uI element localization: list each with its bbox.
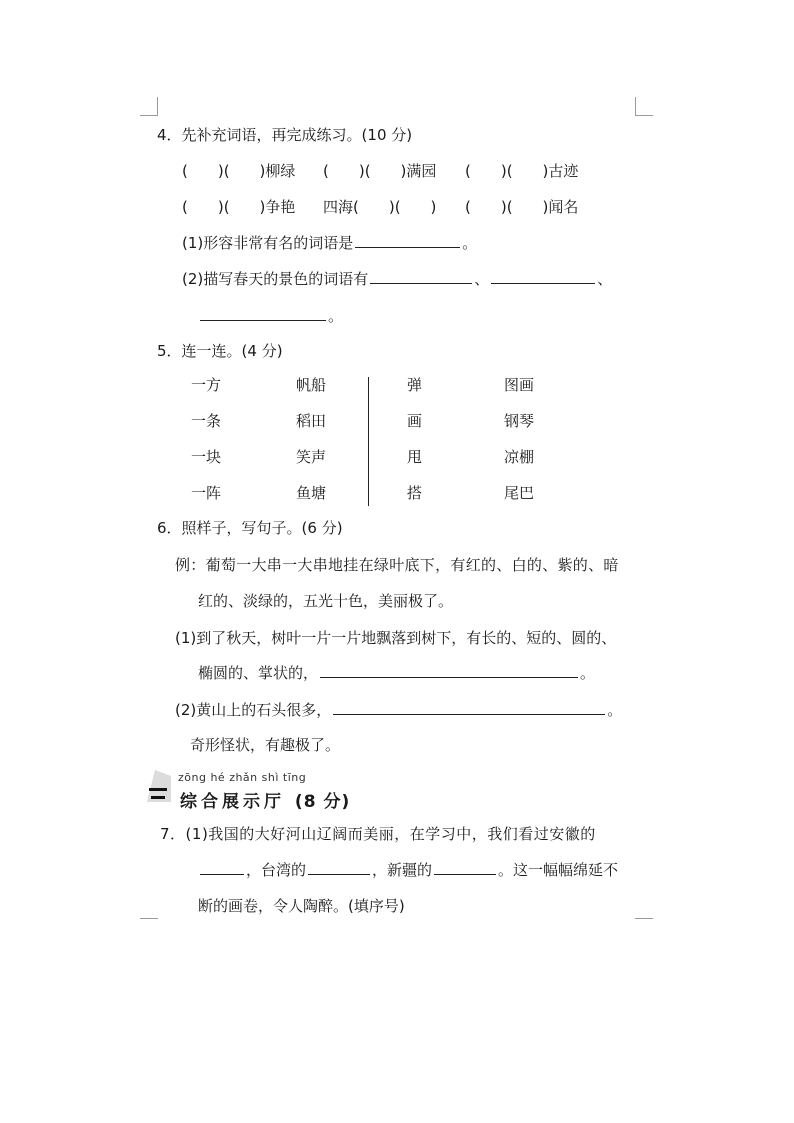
q6-s1-line1: (1)到了秋天，树叶一片一片地飘落到树下，有长的、短的、圆的、 [175, 629, 617, 647]
crop-mark-tr-h [635, 115, 653, 116]
q5-right-b-4[interactable]: 尾巴 [504, 484, 535, 502]
q5-right-a-2[interactable]: 画 [407, 412, 423, 430]
q4-end: 。 [328, 307, 344, 325]
section-pinyin: zōng hé zhǎn shì tīng [178, 771, 307, 784]
q5-left-b-2[interactable]: 稻田 [296, 412, 327, 430]
q4-word-4: ( )( )争艳 [182, 198, 296, 216]
crop-mark-br-h [635, 918, 653, 919]
q5-right-a-4[interactable]: 搭 [407, 484, 423, 502]
q7-line1: 7．(1)我国的大好河山辽阔而美丽，在学习中，我们看过安徽的 [160, 825, 596, 843]
q5-left-a-2[interactable]: 一条 [191, 412, 222, 430]
section-score: (8 分) [294, 792, 351, 812]
section-badge-icon [147, 770, 171, 802]
q6-s2-line2: 奇形怪状，有趣极了。 [190, 736, 341, 754]
answer-blank[interactable] [320, 676, 578, 678]
q4-sub1-end: 。 [462, 234, 478, 252]
q5-left-a-3[interactable]: 一块 [191, 448, 222, 466]
q4-sub1-text: (1)形容非常有名的词语是 [182, 234, 354, 252]
q7-line2-a: ，台湾的 [246, 861, 307, 879]
q4-sub2-text: (2)描写春天的景色的词语有 [182, 270, 369, 288]
q5-right-b-2[interactable]: 钢琴 [504, 412, 535, 430]
q4-word-2: ( )( )满园 [323, 162, 437, 180]
crop-mark-tl-v [157, 97, 158, 115]
crop-mark-tl-h [140, 115, 158, 116]
answer-blank[interactable] [434, 873, 496, 875]
answer-blank[interactable] [355, 246, 460, 248]
q6-s1-text: 椭圆的、掌状的， [198, 664, 319, 682]
q4-sep: 、 [597, 270, 613, 288]
q4-sub1 [182, 236, 477, 251]
q5-left-b-3[interactable]: 笑声 [296, 448, 327, 466]
q5-left-a-4[interactable]: 一阵 [191, 484, 222, 502]
q7-line2 [198, 863, 618, 878]
q5-right-b-3[interactable]: 凉棚 [504, 448, 535, 466]
q4-word-1: ( )( )柳绿 [182, 162, 296, 180]
q5-right-b-1[interactable]: 图画 [504, 376, 535, 394]
q5-right-a-3[interactable]: 甩 [407, 448, 423, 466]
q6-example-line1: 例：葡萄一大串一大串地挂在绿叶底下，有红的、白的、紫的、暗 [175, 556, 619, 574]
q4-sep: 、 [474, 270, 490, 288]
q5-left-a-1[interactable]: 一方 [191, 376, 222, 394]
answer-blank[interactable] [200, 873, 244, 875]
q7-line2-b: ，新疆的 [372, 861, 433, 879]
q4-word-6: ( )( )闻名 [465, 198, 579, 216]
q4-word-3: ( )( )古迹 [465, 162, 579, 180]
section-title-text: 综合展示厅 [180, 792, 285, 812]
q5-right-a-1[interactable]: 弹 [407, 376, 423, 394]
crop-mark-tr-v [635, 97, 636, 115]
q7-line3: 断的画卷，令人陶醉。(填序号) [198, 897, 405, 915]
q5-divider [368, 377, 369, 506]
answer-blank[interactable] [200, 319, 326, 321]
q6-s2-end: 。 [607, 701, 623, 719]
answer-blank[interactable] [308, 873, 370, 875]
q4-word-5: 四海( )( ) [323, 198, 437, 216]
q5-left-b-4[interactable]: 鱼塘 [296, 484, 327, 502]
q6-title: 6．照样子，写句子。(6 分) [157, 519, 343, 537]
answer-blank[interactable] [370, 282, 472, 284]
answer-blank[interactable] [491, 282, 595, 284]
q4-sub2-cont [198, 309, 343, 324]
q6-s2-text: (2)黄山上的石头很多， [175, 701, 332, 719]
q4-title: 4．先补充词语，再完成练习。(10 分) [157, 126, 413, 144]
q6-example-line2: 红的、淡绿的，五光十色，美丽极了。 [198, 592, 454, 610]
q7-line2-c: 。这一幅幅绵延不 [498, 861, 619, 879]
q5-left-b-1[interactable]: 帆船 [296, 376, 327, 394]
section-title [180, 787, 350, 812]
q6-s2-line1 [175, 703, 622, 718]
q6-s1-end: 。 [580, 664, 596, 682]
crop-mark-bl-h [140, 918, 158, 919]
q5-title: 5．连一连。(4 分) [157, 342, 283, 360]
q6-s1-line2 [198, 666, 595, 681]
answer-blank[interactable] [333, 713, 605, 715]
q4-sub2 [182, 272, 612, 287]
